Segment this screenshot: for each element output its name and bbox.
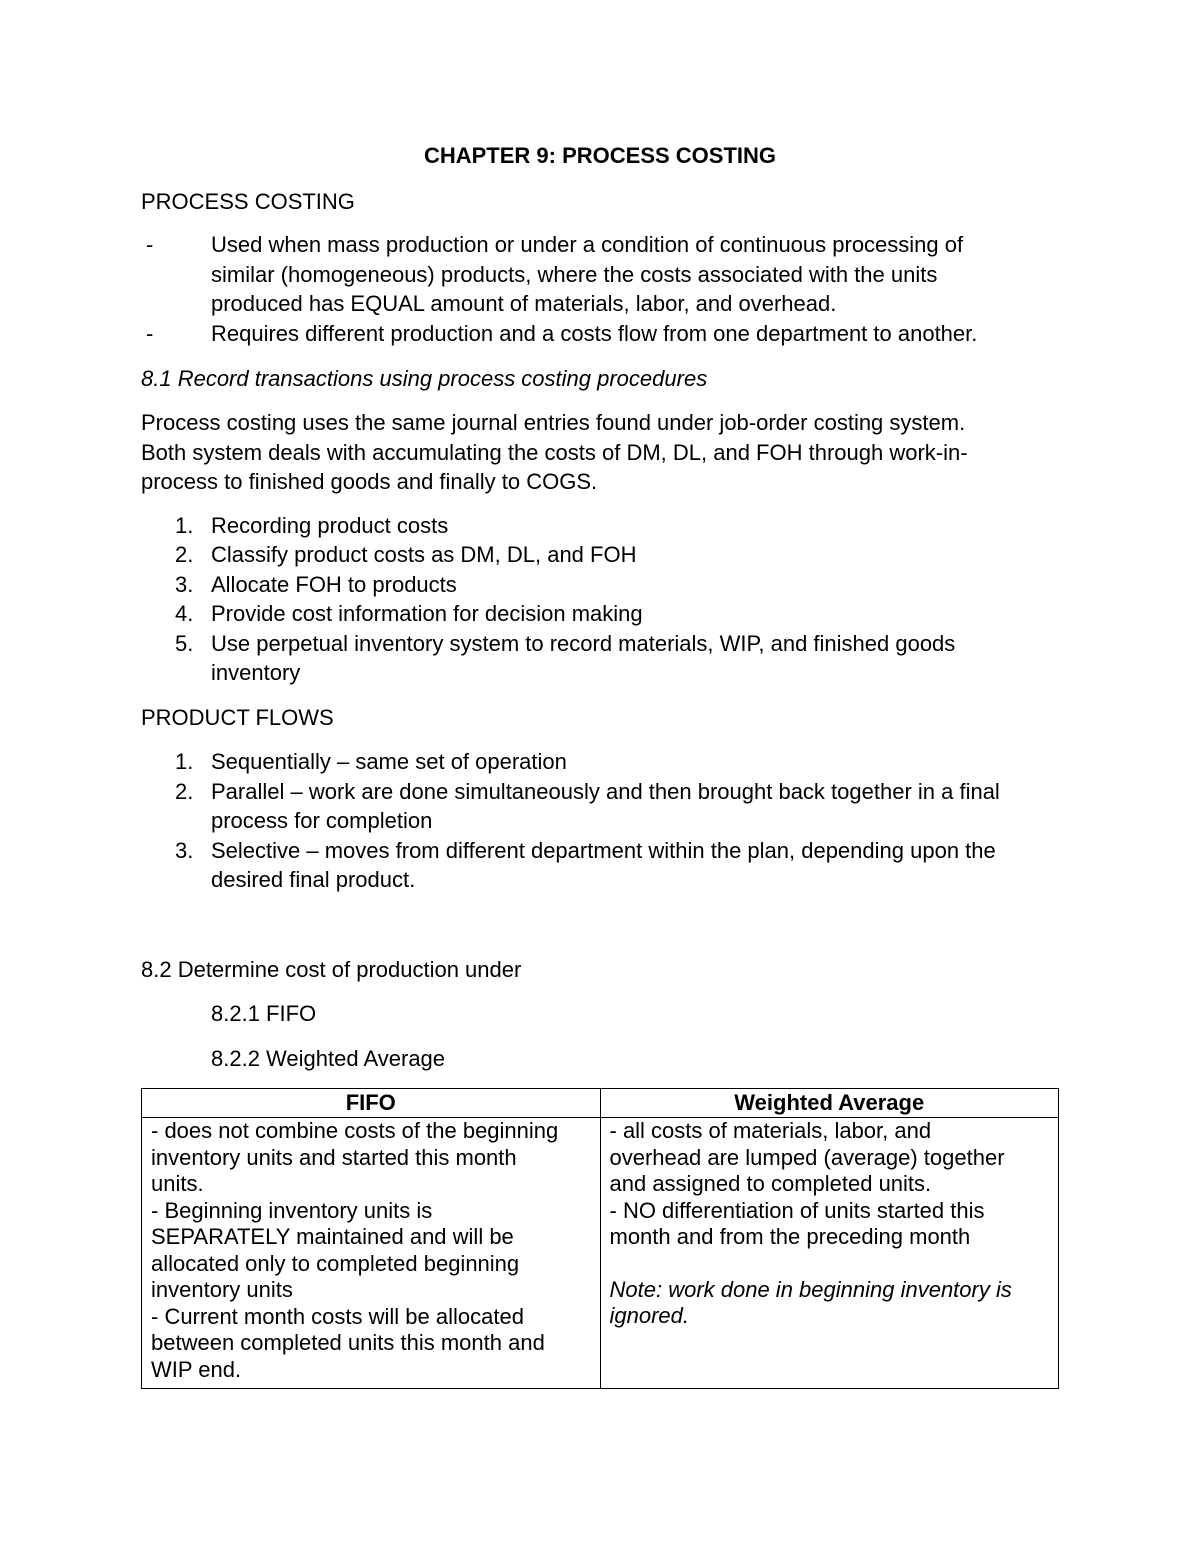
chapter-title: CHAPTER 9: PROCESS COSTING <box>423 143 777 168</box>
list-item: 5. Use perpetual inventory system to record materials, WIP, and finished goods inventory <box>175 630 956 686</box>
list-item: 1. Recording product costs <box>175 513 449 539</box>
section-heading: PROCESS COSTING <box>141 189 355 214</box>
list-item: 2. Parallel – work are done simultaneously and then brought back together in a final process for completion <box>175 778 1000 834</box>
section-process-costing <box>141 187 1059 348</box>
column-header-fifo: FIFO <box>142 1089 601 1118</box>
subsection-weighted-average: 8.2.2 Weighted Average <box>211 1045 446 1071</box>
definition-list <box>141 230 1059 348</box>
table-header-row <box>142 1089 1059 1118</box>
section-heading: 8.2 Determine cost of production under <box>141 957 522 982</box>
steps-list <box>141 511 1059 687</box>
section-record-transactions <box>141 364 1059 687</box>
section-heading: 8.1 Record transactions using process costing procedures <box>141 366 708 391</box>
list-item: 1. Sequentially – same set of operation <box>175 749 567 775</box>
weighted-average-cell: - all costs of materials, labor, and overhead are lumped (average) together and assigned to completed units. - NO differentiation of units started this month and from the preceding month Note: work done in beginning inventory is ignored. <box>600 1118 1059 1389</box>
paragraph: Process costing uses the same journal entries found under job-order costing system. Both system deals with accumulating the costs of DM, DL, and FOH through work-in- process to finished goods and finally to COGS. <box>141 410 968 494</box>
list-item: - Requires different production and a costs flow from one department to another. <box>146 320 978 346</box>
note-text: ignored. <box>609 1303 690 1328</box>
list-item: 2. Classify product costs as DM, DL, and FOH <box>175 542 637 568</box>
subsection-fifo: 8.2.1 FIFO <box>211 1001 317 1027</box>
list-item: 3. Allocate FOH to products <box>175 571 457 597</box>
flows-list <box>141 747 1059 894</box>
table-row <box>142 1118 1059 1389</box>
fifo-cell: - does not combine costs of the beginning inventory units and started this month units. - Beginning inventory units is SEPARATELY maintained and will be allocated only to completed beginning inventory units - Current month costs will be allocated between completed units this month and WIP end. <box>142 1118 601 1389</box>
section-heading: PRODUCT FLOWS <box>141 705 334 730</box>
comparison-table <box>141 1088 1059 1389</box>
list-item: - Used when mass production or under a condition of continuous processing of similar (homogeneous) products, where the costs associated with the units produced has EQUAL amount of materials, labor, and overhead. <box>146 232 964 317</box>
list-item: 3. Selective – moves from different department within the plan, depending upon the desired final product. <box>175 837 996 893</box>
column-header-weighted-average: Weighted Average <box>600 1089 1059 1118</box>
section-determine-cost <box>141 955 1059 1073</box>
list-item: 4. Provide cost information for decision making <box>175 601 643 627</box>
section-product-flows <box>141 703 1059 894</box>
note-text: Note: work done in beginning inventory is <box>609 1276 1012 1302</box>
